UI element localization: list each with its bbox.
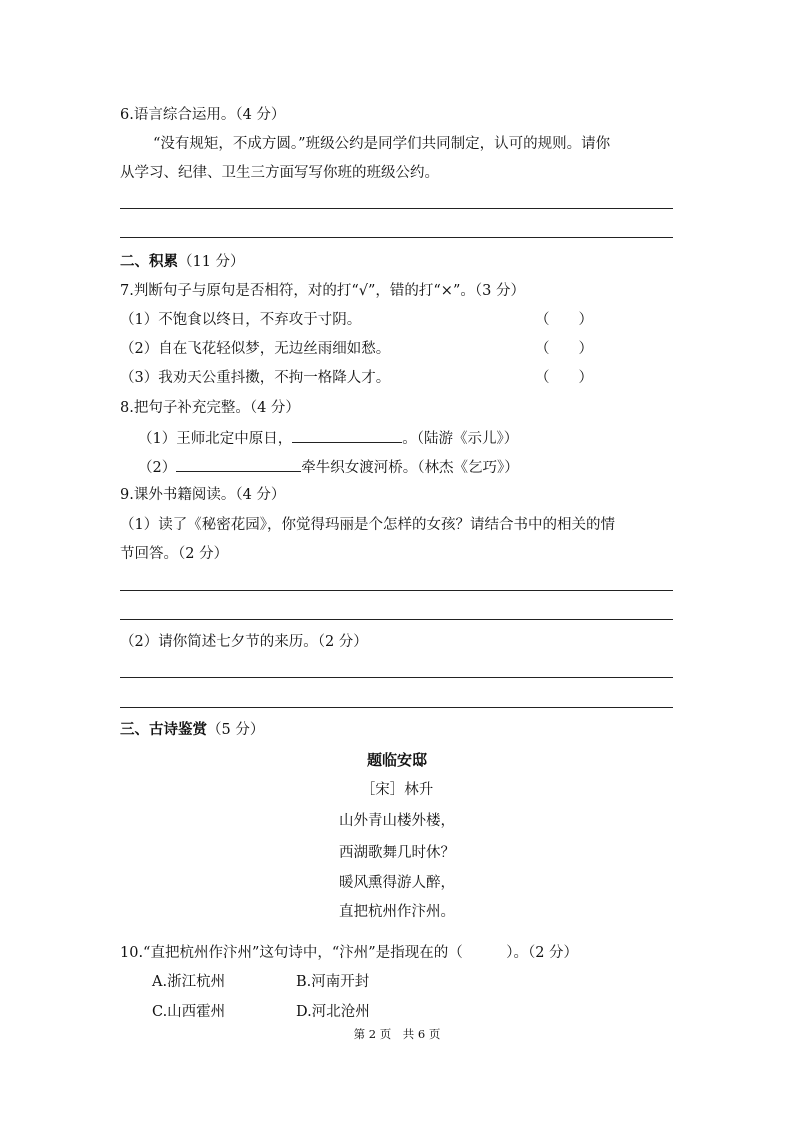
section2-heading-text: 二、积累 — [120, 253, 178, 270]
q7-answer-paren-2[interactable]: （ ） — [535, 341, 593, 357]
answer-line[interactable] — [120, 677, 673, 678]
page-number: 第 2 页 共 6 页 — [353, 1027, 441, 1041]
q8-item-2 — [138, 456, 519, 478]
fill-blank[interactable] — [176, 456, 301, 472]
q10-option-b[interactable]: B.河南开封 — [296, 974, 370, 990]
q6-body-line1: “没有规矩，不成方圆。”班级公约是同学们共同制定，认可的规则。请你 — [153, 136, 611, 152]
section3-score: （5 分） — [207, 722, 265, 738]
q7-answer-paren-3[interactable]: （ ） — [535, 370, 593, 386]
answer-line[interactable] — [120, 590, 673, 591]
answer-line[interactable] — [120, 208, 673, 209]
q7-answer-paren-1[interactable]: （ ） — [535, 312, 593, 328]
q8-item1-suffix: 。（陆游《示儿》） — [402, 431, 519, 447]
section3-heading — [120, 720, 264, 740]
poem-line-3: 暖风熏得游人醉， — [339, 875, 455, 891]
fill-blank[interactable] — [292, 427, 402, 443]
q9-sub1-line2: 节回答。（2 分） — [120, 546, 229, 562]
q10-title: 10.“直把杭州作汴州”这句诗中，“汴州”是指现在的（ ）。（2 分） — [120, 945, 579, 961]
answer-line[interactable] — [120, 619, 673, 620]
q8-item-1 — [138, 427, 518, 449]
poem-author: ［宋］林升 — [360, 782, 434, 798]
q10-option-c[interactable]: C.山西霍州 — [152, 1004, 226, 1020]
q7-item-2: （2）自在飞花轻似梦，无边丝雨细如愁。 — [120, 341, 391, 357]
answer-line[interactable] — [120, 237, 673, 238]
q6-body-line2: 从学习、纪律、卫生三方面写写你班的班级公约。 — [120, 165, 439, 181]
section2-heading — [120, 252, 245, 272]
q10-option-d[interactable]: D.河北沧州 — [296, 1004, 370, 1020]
q7-item-3: （3）我劝天公重抖擞，不拘一格降人才。 — [120, 370, 391, 386]
q9-sub2: （2）请你简述七夕节的来历。（2 分） — [120, 634, 368, 650]
q8-item2-suffix: 牵牛织女渡河桥。（林杰《乞巧》） — [301, 460, 519, 476]
q10-option-a[interactable]: A.浙江杭州 — [152, 974, 226, 990]
q8-title: 8.把句子补充完整。（4 分） — [120, 400, 300, 416]
poem-title: 题临安邸 — [366, 751, 427, 769]
q6-title: 6.语言综合运用。（4 分） — [120, 107, 286, 123]
q7-title: 7.判断句子与原句是否相符，对的打“√”，错的打“×”。（3 分） — [120, 283, 525, 299]
q9-sub1-line1: （1）读了《秘密花园》，你觉得玛丽是个怎样的女孩？请结合书中的相关的情 — [120, 517, 615, 533]
poem-line-4: 直把杭州作汴州。 — [339, 904, 455, 920]
q8-item2-prefix: （2） — [138, 460, 177, 476]
q8-item1-prefix: （1）王师北定中原日， — [138, 431, 293, 447]
q9-title: 9.课外书籍阅读。（4 分） — [120, 487, 286, 503]
q7-item-1: （1）不饱食以终日，不弃攻于寸阴。 — [120, 312, 362, 328]
poem-line-2: 西湖歌舞几时休？ — [339, 845, 455, 861]
poem-line-1: 山外青山楼外楼， — [339, 813, 455, 829]
section3-heading-text: 三、古诗鉴赏 — [120, 721, 207, 738]
section2-score: （11 分） — [178, 254, 245, 270]
answer-line[interactable] — [120, 707, 673, 708]
